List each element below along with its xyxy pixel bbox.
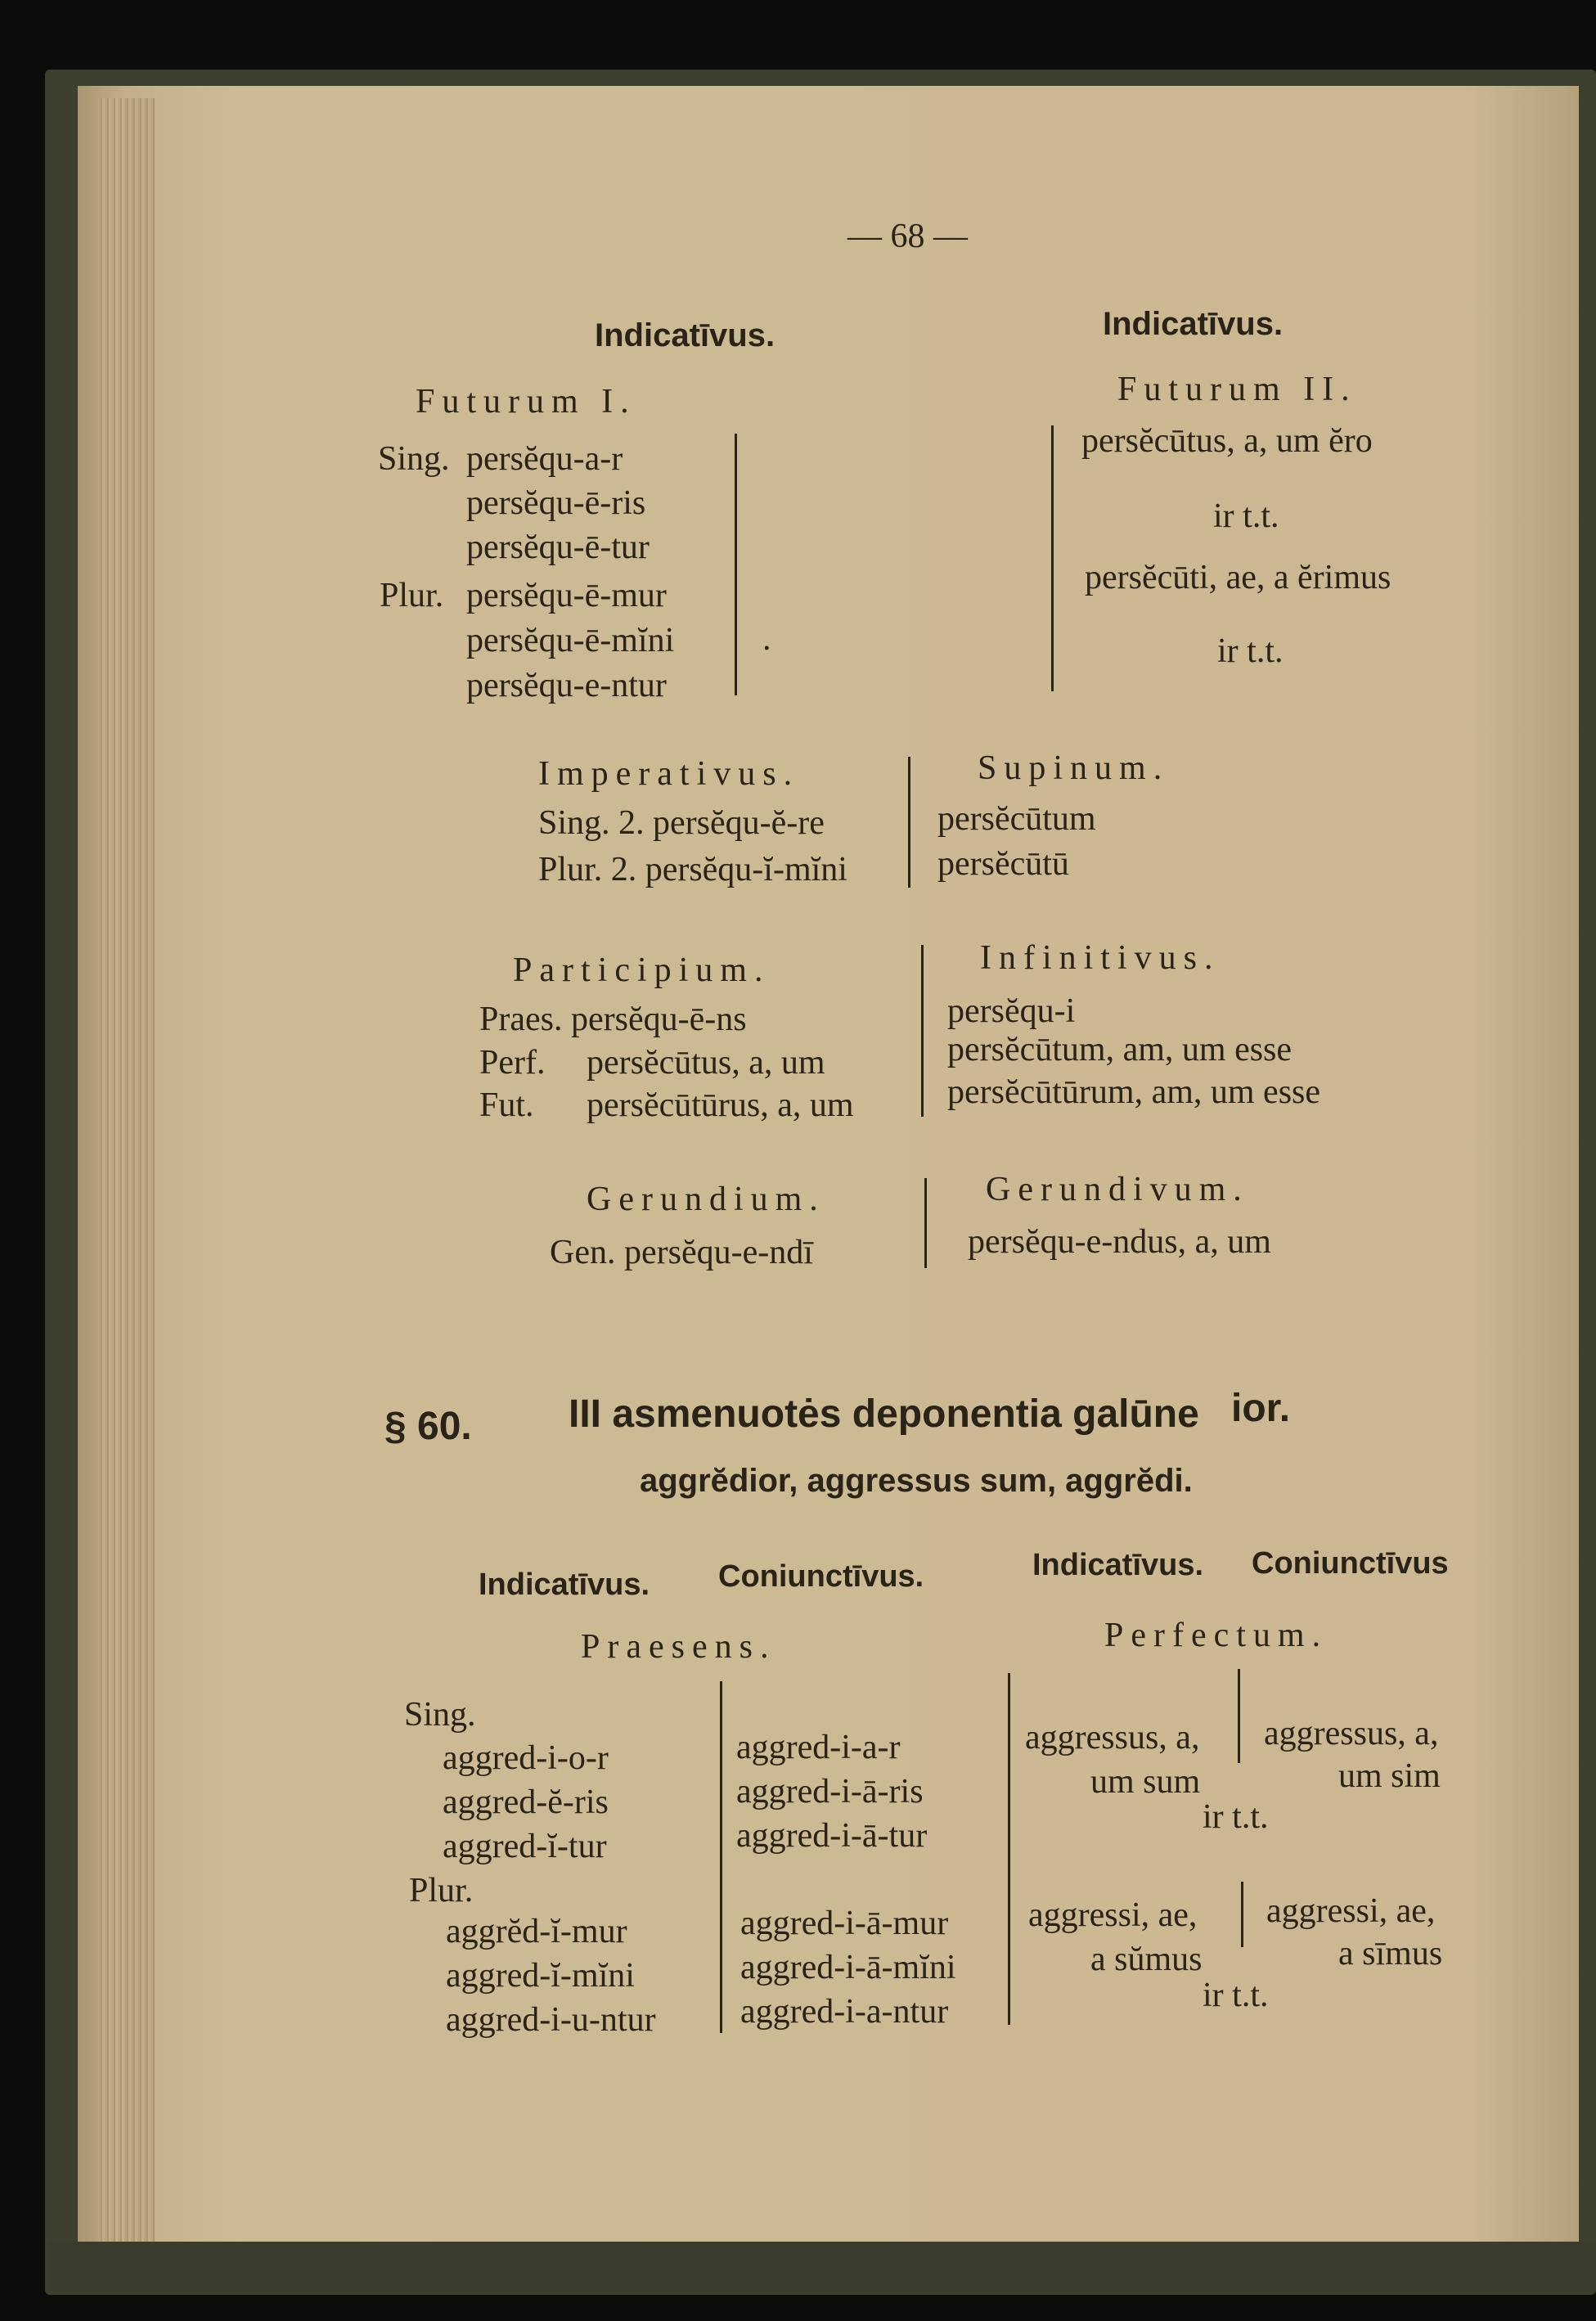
heading-indicativus-right: Indicatīvus. [1103,306,1284,342]
perf-ind-sing-1: aggressus, a, [1025,1719,1200,1756]
ind-plur-3: aggred-i-u-ntur [446,2001,656,2039]
label-sing-lower: Sing. [404,1696,476,1734]
divider-line [1238,1669,1240,1763]
section-subtitle: aggrĕdior, aggressus sum, aggrĕdi. [640,1463,1193,1499]
divider-line [1051,425,1054,691]
label-fut: Fut. [479,1086,534,1124]
conj-plur-2: aggred-i-ā-mĭni [740,1949,956,1986]
heading-praesens: Praesens. [581,1628,776,1666]
participium-fut: persĕcūtūrus, a, um [587,1086,854,1124]
infinitivus-3: persĕcūtūrum, am, um esse [947,1073,1321,1111]
participium-praes: Praes. persĕqu-ē-ns [479,1001,747,1038]
divider-line [1241,1882,1243,1947]
conj-plur-1: aggred-i-ā-mur [740,1905,949,1942]
book-bottom [49,2242,1595,2291]
participium-perf: persĕcūtus, a, um [587,1044,825,1082]
heading-gerundium: Gerundium. [587,1181,825,1218]
gerundivum-line: persĕqu-e-ndus, a, um [968,1223,1271,1261]
label-plur-lower: Plur. [409,1872,474,1909]
form-3: persĕqu-ē-tur [466,529,650,566]
tense-futurum-1: Futurum I. [416,383,636,421]
imperativus-plur: Plur. 2. persĕqu-ĭ-mĭni [538,851,847,888]
conj-plur-3: aggred-i-a-ntur [740,1993,949,2031]
ind-plur-1: aggrĕd-ĭ-mur [446,1913,627,1950]
heading-indicativus-left: Indicatīvus. [595,317,776,353]
header-coniunctivus-2: Coniunctīvus [1252,1546,1449,1581]
infinitivus-2: persĕcūtum, am, um esse [947,1031,1293,1068]
ind-sing-2: aggred-ĕ-ris [443,1783,609,1821]
label-sing: Sing. [378,440,450,478]
section-ending: ior. [1231,1387,1291,1430]
supinum-2: persĕcūtū [937,845,1069,883]
ir-tt-2: ir t.t. [1203,1977,1269,2014]
perf-conj-sing-1: aggressus, a, [1264,1715,1439,1752]
divider-line [921,945,924,1117]
heading-gerundivum: Gerundivum. [986,1171,1249,1208]
divider-line [720,1681,722,2033]
ind-plur-2: aggred-ĭ-mĭni [446,1957,635,1995]
ir-tt-1: ir t.t. [1203,1798,1269,1836]
header-coniunctivus-1: Coniunctīvus. [718,1559,924,1594]
heading-participium: Participium. [513,951,771,989]
supinum-1: persĕcūtum [937,800,1096,838]
heading-supinum: Supinum. [978,749,1170,787]
divider-line [735,434,737,695]
stray-dot: . [762,620,771,658]
perf-ind-plur-2: a sŭmus [1090,1941,1203,1978]
perf-ind-plur-1: aggressi, ae, [1028,1896,1198,1934]
form-4: persĕqu-ē-mur [466,577,667,614]
header-indicativus-2: Indicatīvus. [1032,1548,1204,1582]
ind-sing-1: aggred-i-o-r [443,1739,609,1777]
heading-infinitivus: Infinitivus. [980,939,1221,977]
divider-line [924,1178,927,1268]
heading-imperativus: Imperativus. [538,755,800,793]
imperativus-sing: Sing. 2. persĕqu-ĕ-re [538,804,825,842]
header-indicativus-1: Indicatīvus. [479,1568,650,1602]
perf-conj-plur-2: a sīmus [1338,1935,1443,1972]
conj-sing-2: aggred-i-ā-ris [736,1773,924,1810]
perf-conj-plur-1: aggressi, ae, [1266,1892,1436,1930]
gerundium-gen: Gen. persĕqu-e-ndī [550,1234,813,1271]
section-mark: § 60. [384,1405,472,1448]
label-perf: Perf. [479,1044,546,1082]
form-6: persĕqu-e-ntur [466,667,667,704]
form-5: persĕqu-ē-mĭni [466,622,675,659]
page-edges [98,98,155,2266]
section-title: III asmenuotės deponentia galūne [569,1392,1199,1436]
tense-futurum-2: Futurum II. [1117,371,1357,408]
form-1: persĕqu-a-r [466,440,623,478]
form-2: persĕqu-ē-ris [466,484,646,522]
heading-perfectum: Perfectum. [1104,1617,1329,1654]
perf-ind-sing-2: um sum [1090,1763,1201,1801]
infinitivus-1: persĕqu-i [947,992,1076,1030]
conj-sing-3: aggred-i-ā-tur [736,1817,928,1855]
line-3: persĕcūti, ae, a ĕrimus [1085,559,1391,596]
line-2: ir t.t. [1213,497,1279,535]
perf-conj-sing-2: um sim [1338,1757,1441,1795]
conj-sing-1: aggred-i-a-r [736,1729,901,1766]
ind-sing-3: aggred-ĭ-tur [443,1828,607,1865]
page-number: — 68 — [847,218,968,255]
divider-line [908,757,910,888]
divider-line [1008,1673,1010,2025]
label-plur: Plur. [380,577,444,614]
line-4: ir t.t. [1217,632,1284,670]
line-1: persĕcūtus, a, um ĕro [1081,422,1373,460]
